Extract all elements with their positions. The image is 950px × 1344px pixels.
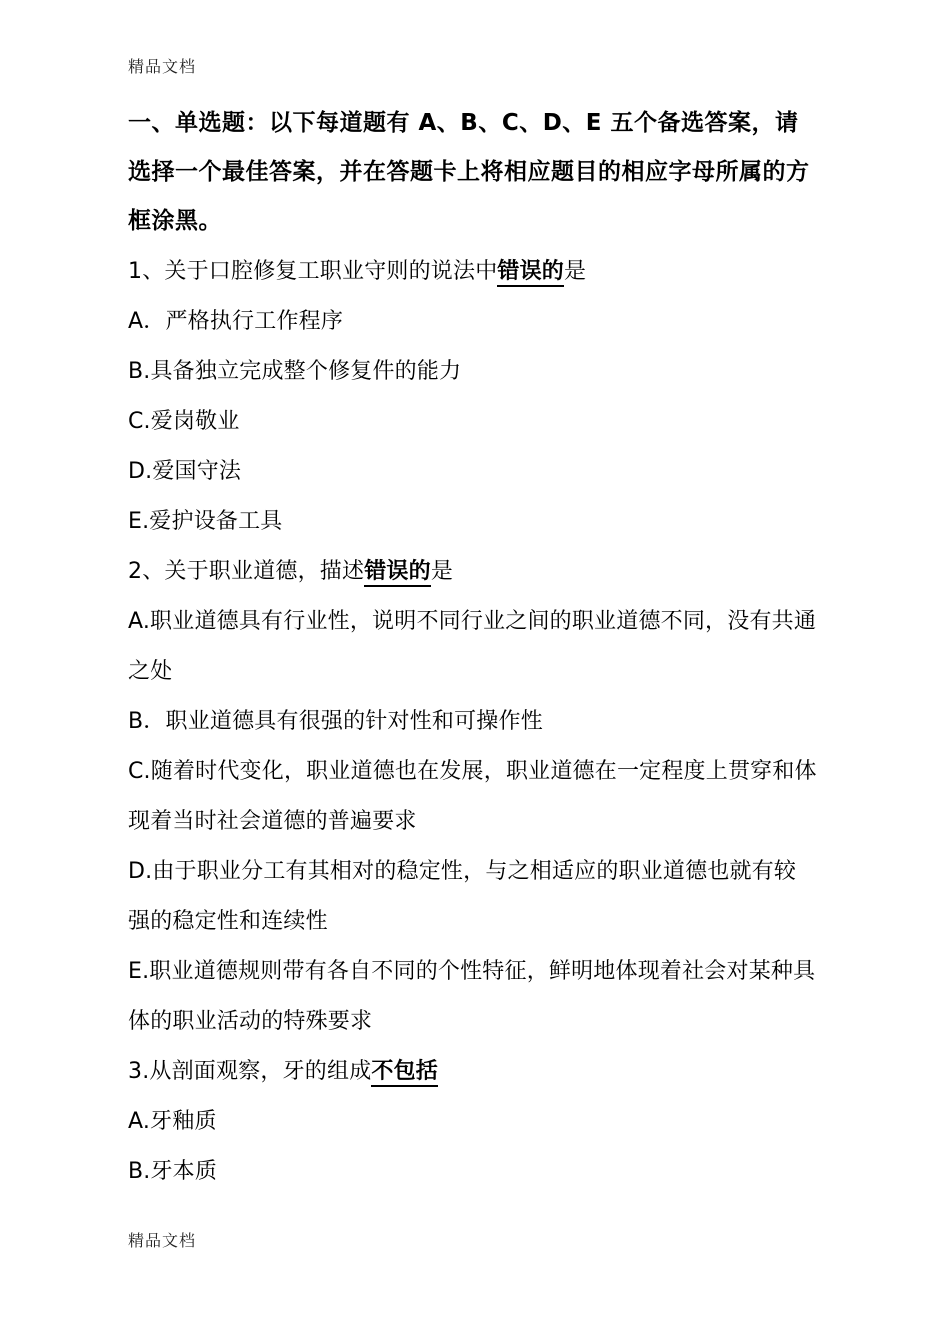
question-2-stem-suffix: 是 (430, 559, 454, 584)
question-1-stem-text: 1、关于口腔修复工职业守则的说法中 (128, 259, 498, 284)
question-1-option-c: C.爱岗敬业 (128, 409, 240, 434)
section-instructions: 一、单选题：以下每道题有 A、B、C、D、E 五个备选答案，请选择一个最佳答案，并在答题卡上将相应题目的相应字母所属的方框涂黑。 (128, 110, 810, 234)
question-2-stem (128, 547, 818, 597)
question-1-option-e: E.爱护设备工具 (128, 509, 283, 534)
page-footer: 精品文档 (128, 1231, 197, 1250)
question-2-option-a: A.职业道德具有行业性，说明不同行业之间的职业道德不同，没有共通之处 (128, 609, 817, 684)
question-3-emphasis: 不包括 (371, 1059, 438, 1087)
question-3-stem-text: 3.从剖面观察，牙的组成 (128, 1059, 372, 1084)
question-1-option-d: D.爱国守法 (128, 459, 242, 484)
question-3-option-a: A.牙釉质 (128, 1109, 217, 1134)
question-2-option-b: B．职业道德具有很强的针对性和可操作性 (128, 709, 543, 734)
question-3-option-b: B.牙本质 (128, 1159, 218, 1184)
question-1-option-b: B.具备独立完成整个修复件的能力 (128, 359, 462, 384)
question-2-option-d: D.由于职业分工有其相对的稳定性，与之相适应的职业道德也就有较强的稳定性和连续性 (128, 859, 797, 934)
question-1-emphasis: 错误的 (497, 259, 564, 287)
page-header: 精品文档 (128, 57, 197, 76)
question-1-stem-suffix: 是 (564, 259, 587, 284)
question-2-emphasis: 错误的 (364, 559, 431, 587)
question-1-option-a: A．严格执行工作程序 (128, 309, 344, 334)
question-3-stem (128, 1047, 818, 1097)
question-2-option-e: E.职业道德规则带有各自不同的个性特征，鲜明地体现着社会对某种具体的职业活动的特殊要求 (128, 959, 816, 1034)
question-1-stem (128, 247, 818, 297)
question-2-option-c: C.随着时代变化，职业道德也在发展，职业道德在一定程度上贯穿和体现着当时社会道德的普遍要求 (128, 759, 817, 834)
question-list (128, 247, 818, 1197)
question-2-stem-text: 2、关于职业道德，描述 (128, 559, 365, 584)
